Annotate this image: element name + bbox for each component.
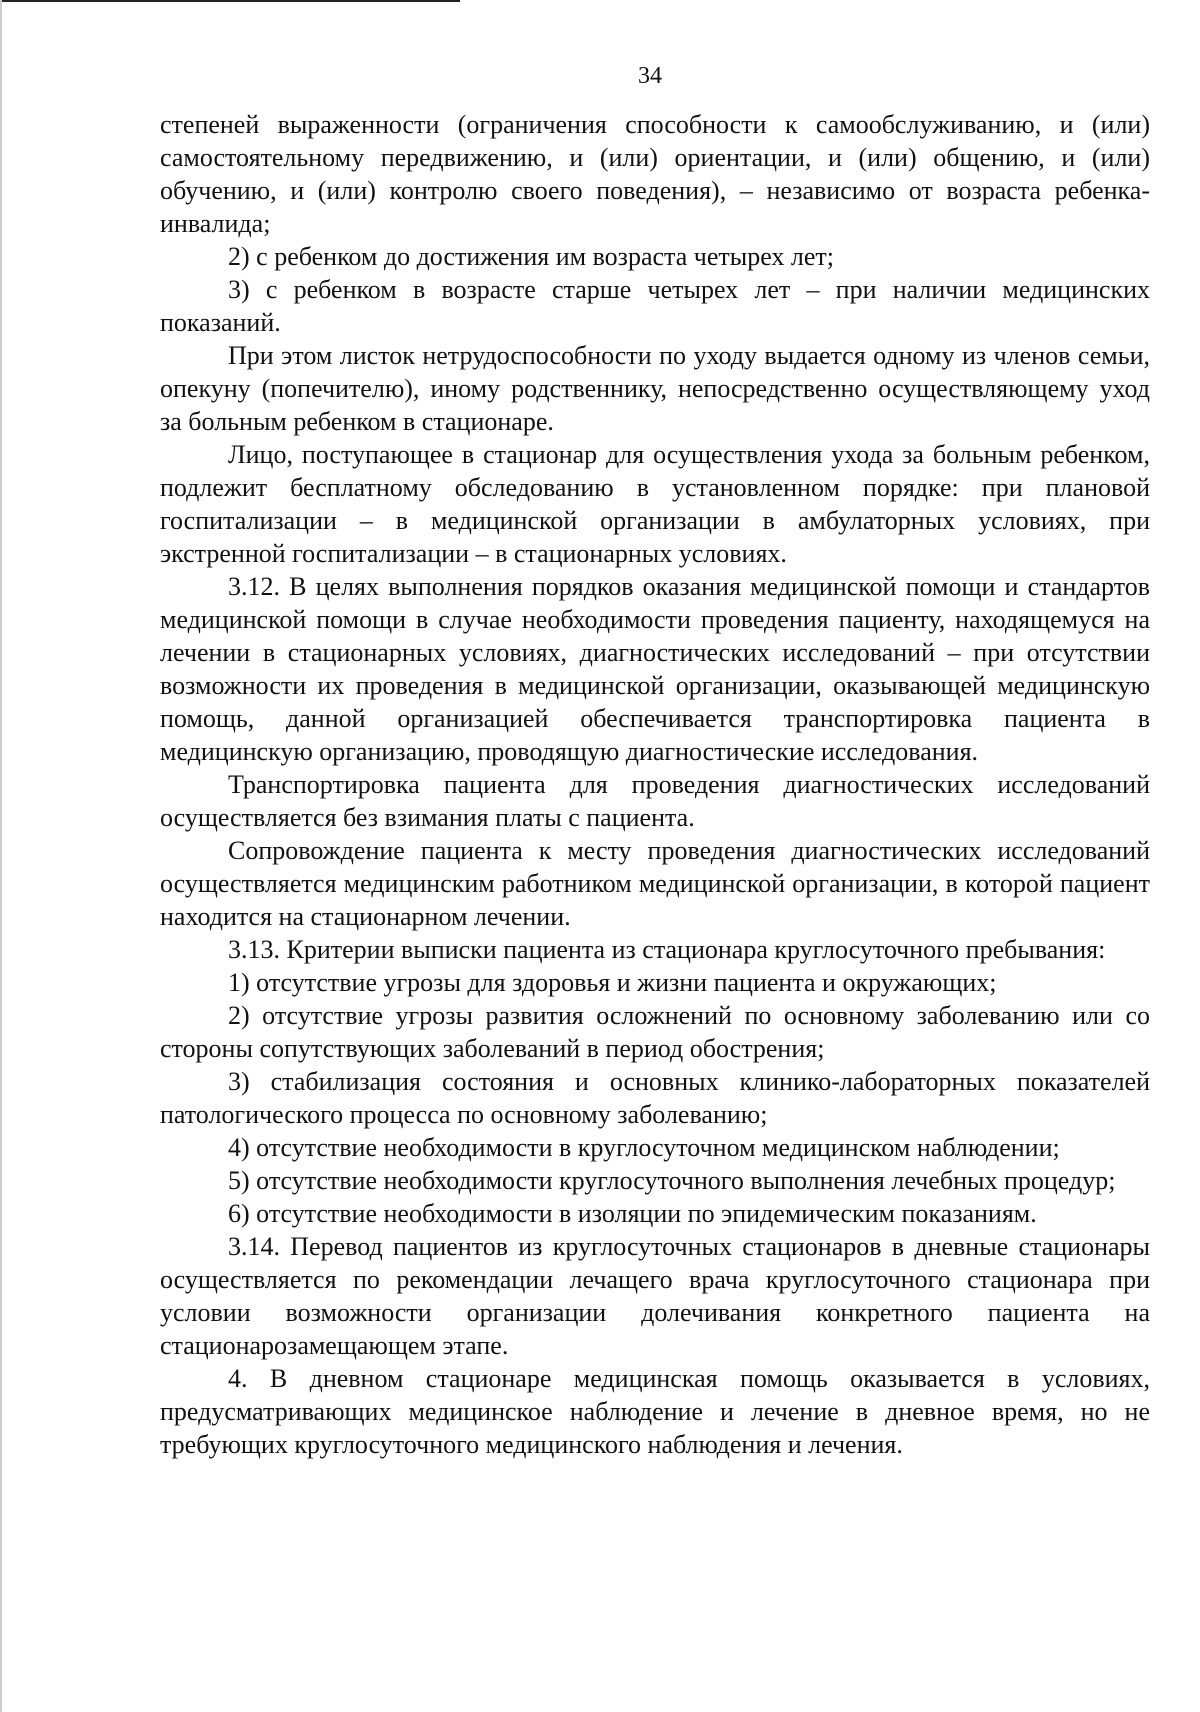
scan-edge-left [0,0,2,1712]
section-4: 4. В дневном стационаре медицинская помощь оказывается в условиях, предусматривающих медицинское наблюдение и лечение в дневное время, но не требующих круглосуточного медицинского наблюдения и лечения. [160,1364,1150,1459]
paragraph-continuation: степеней выраженности (ограничения способности к самообслуживанию, и (или) самостоятельному передвижению, и (или) ориентации, и (или) общению, и (или) обучению, и (или) контролю своего поведения), – независимо от возраста ребенка-инвалида; [160,110,1150,238]
criteria-item-3: 3) стабилизация состояния и основных клинико-лабораторных показателей патологического процесса по основному заболеванию; [160,1067,1150,1129]
document-body [160,108,1150,1461]
criteria-item-1: 1) отсутствие угрозы для здоровья и жизни пациента и окружающих; [228,968,997,997]
page-number: 34 [638,63,662,89]
list-item-3: 3) с ребенком в возрасте старше четырех лет – при наличии медицинских показаний. [160,275,1150,337]
section-3-13: 3.13. Критерии выписки пациента из стационара круглосуточного пребывания: [228,935,1106,964]
section-3-14: 3.14. Перевод пациентов из круглосуточных стационаров в дневные стационары осуществляется по рекомендации лечащего врача круглосуточного стационара при условии возможности организации долечивания конкретного пациента на стационарозамещающем этапе. [160,1232,1150,1360]
criteria-item-6: 6) отсутствие необходимости в изоляции по эпидемическим показаниям. [228,1199,1037,1228]
criteria-item-5: 5) отсутствие необходимости круглосуточного выполнения лечебных процедур; [228,1166,1116,1195]
paragraph-transport: Транспортировка пациента для проведения диагностических исследований осуществляется без взимания платы с пациента. [160,770,1150,832]
criteria-item-2: 2) отсутствие угрозы развития осложнений по основному заболеванию или со стороны сопутствующих заболеваний в период обострения; [160,1001,1150,1063]
paragraph-sick-leave: При этом листок нетрудоспособности по уходу выдается одному из членов семьи, опекуну (попечителю), иному родственнику, непосредственно осуществляющему уход за больным ребенком в стационаре. [160,341,1150,436]
paragraph-escort: Сопровождение пациента к месту проведения диагностических исследований осуществляется медицинским работником медицинской организации, в которой пациент находится на стационарном лечении. [160,836,1150,931]
paragraph-caregiver-exam: Лицо, поступающее в стационар для осуществления ухода за больным ребенком, подлежит бесплатному обследованию в установленном порядке: при плановой госпитализации – в медицинской организации в амбулаторных условиях, при экстренной госпитализации – в стационарных условиях. [160,440,1150,568]
criteria-item-4: 4) отсутствие необходимости в круглосуточном медицинском наблюдении; [228,1133,1060,1162]
section-3-12: 3.12. В целях выполнения порядков оказания медицинской помощи и стандартов медицинской помощи в случае необходимости проведения пациенту, находящемуся на лечении в стационарных условиях, диагностических исследований – при отсутствии возможности их проведения в медицинской организации, оказывающей медицинскую помощь, данной организацией обеспечивается транспортировка пациента в медицинскую организацию, проводящую диагностические исследования. [160,572,1150,766]
list-item-2: 2) с ребенком до достижения им возраста четырех лет; [228,242,834,271]
scan-edge-top [0,0,460,2]
